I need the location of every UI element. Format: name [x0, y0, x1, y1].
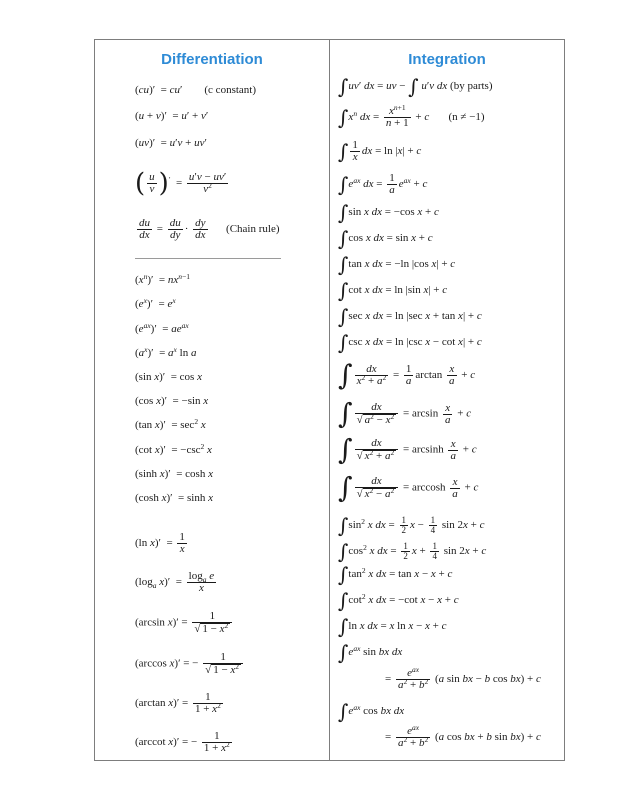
- diff-cos: (cos x)′ = −sin x: [135, 395, 209, 407]
- diff-rule-product: (uv)′ = u′v + uv′: [135, 137, 207, 149]
- int-cos: ∫cos x dx = sin x + c: [338, 226, 433, 251]
- differentiation-heading: Differentiation: [161, 51, 263, 68]
- chain-rule-label: (Chain rule): [226, 223, 280, 236]
- diff-exp-ax: $(e^{ax})' = ae^{ax}$: [135, 321, 189, 335]
- diff-rule-sum: (u + v)′ = u′ + v′: [135, 110, 209, 122]
- int-sec: ∫sec x dx = ln |sec x + tan x| + c: [338, 304, 482, 329]
- diff-sin: (sin x)′ = cos x: [135, 371, 202, 383]
- diff-exp: $(e^x)' = e^x$: [135, 296, 176, 310]
- int-cot-squared: $\int\cot^2$ x dx = −cot x − x + c: [338, 588, 459, 613]
- int-arcsin: ∫ $\frac{dx}{√ a^2 - x^2}$ = arcsin $\frac{x}{a}$ + c: [338, 397, 472, 430]
- int-csc: ∫csc x dx = ln |csc x − cot x| + c: [338, 330, 482, 355]
- int-exp-sin-lhs: $\int e^{ax}$ sin bx dx: [338, 640, 403, 665]
- diff-ln: (ln x)′ = $\frac{1}{x}$: [135, 531, 185, 555]
- int-tan: ∫tan x dx = −ln |cos x| + c: [338, 252, 456, 277]
- int-arccosh: ∫ $\frac{dx}{√ x^2 - a^2}$ = arccosh $\frac{x}{a}$ + c: [338, 471, 479, 504]
- diff-rule-quotient: ( $\frac{u}{v}$ )′ = $\frac{u'v - uv'}{v^2}$: [135, 168, 227, 199]
- column-divider: [329, 40, 330, 760]
- int-sin: ∫sin x dx = −cos x + c: [338, 200, 439, 225]
- int-ln: ∫ln x dx = x ln x − x + c: [338, 614, 447, 639]
- diff-sinh: (sinh x)′ = cosh x: [135, 468, 213, 480]
- int-arctan: ∫ $\frac{dx}{x^2 + a^2}$ = $\frac{1}{a}$ arctan $\frac{x}{a}$ + c: [338, 358, 476, 392]
- int-exp-cos-rhs: = $\frac{e^{ax}}{a^2 + b^2}$ (a cos bx + b sin bx) + c: [385, 723, 541, 749]
- int-cos-squared: $\int\cos^2$ x dx = $\frac{1}{2}$ x + $\frac{1}{4}$ sin 2x + c: [338, 539, 487, 564]
- diff-tan: (tan $x)' = \sec^2 x$: [135, 417, 206, 431]
- int-exp-sin-rhs: = $\frac{e^{ax}}{a^2 + b^2}$ (a sin bx − b cos bx) + c: [385, 665, 541, 691]
- int-exp-ax: $\int e^{ax}$ dx = $\frac{1}{a}$ $e^{ax} + c$: [338, 172, 428, 197]
- int-tan-squared: $\int\tan^2$ x dx = tan x − x + c: [338, 562, 453, 587]
- diff-arctan: (arctan x)′ = $\frac{1}{1 + x^2}$: [135, 691, 221, 715]
- diff-cot: (cot $x)' = -\csc^2$ x: [135, 442, 212, 456]
- integration-heading: Integration: [408, 51, 486, 68]
- by-parts-label: (by parts): [450, 80, 493, 92]
- n-condition-label: (n ≠ −1): [448, 111, 485, 124]
- diff-arcsin: (arcsin x)′ = $\frac{1}{√ 1 - x^2}$: [135, 611, 234, 635]
- int-cot: ∫cot x dx = ln |sin x| + c: [338, 278, 448, 303]
- diff-arccos: (arccos x)′ = − $\frac{1}{√ 1 - x^2}$: [135, 652, 245, 676]
- c-constant-label: (c constant): [204, 84, 257, 96]
- diff-cosh: (cosh x)′ = sinh x: [135, 492, 213, 504]
- formula-sheet: [94, 39, 565, 761]
- int-reciprocal: ∫ $\frac{1}{x}$ dx = ln |x| + c: [338, 139, 422, 164]
- diff-a-pow-x: $(a^x)' = a^x$ ln a: [135, 345, 197, 359]
- int-arcsinh: ∫ $\frac{dx}{√ x^2 + a^2}$ = arcsinh $\frac{x}{a}$ + c: [338, 433, 477, 466]
- int-power: $\int x^n$ dx = $\frac{x^{n+1}}{n + 1}$ + c (n ≠ −1): [338, 103, 485, 130]
- int-exp-cos-lhs: $\int e^{ax}$ cos bx dx: [338, 699, 405, 724]
- section-rule: [135, 258, 281, 259]
- diff-arccot: (arccot x)′ = − $\frac{1}{1 + x^2}$: [135, 730, 230, 754]
- diff-rule-constant: (cu)′ = cu′ (c constant): [135, 84, 257, 96]
- diff-rule-chain: $\frac{du}{dx}$ = $\frac{du}{dy}$ · $\frac{dy}{dx}$ (Chain rule): [139, 217, 280, 241]
- diff-power: $(x^n)' = nx^{n-1}$: [135, 272, 190, 286]
- diff-log-a: ($\log_a$ x)′ = $\frac{\log_a e}{x}$: [135, 570, 215, 594]
- int-sin-squared: $\int\sin^2$ x dx = $\frac{1}{2}$ x − $\frac{1}{4}$ sin 2x + c: [338, 513, 485, 538]
- int-by-parts: ∫uv′ dx = uv − ∫ u′v dx (by parts): [338, 74, 493, 99]
